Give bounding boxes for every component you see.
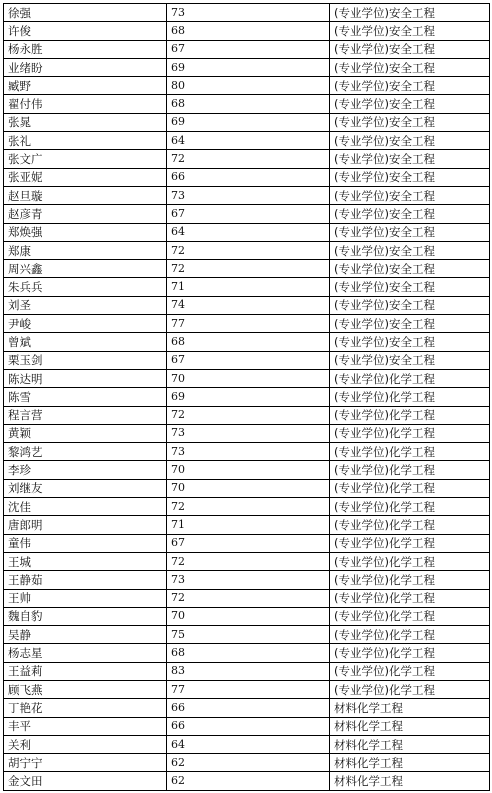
name-cell: 杨志星 xyxy=(4,644,167,662)
name-cell: 郑焕强 xyxy=(4,223,167,241)
table-row xyxy=(4,772,490,790)
major-cell: (专业学位)化学工程 xyxy=(330,424,490,442)
name-cell: 陈雪 xyxy=(4,388,167,406)
score-cell: 68 xyxy=(167,333,330,351)
score-cell: 69 xyxy=(167,113,330,131)
name-cell: 周兴鑫 xyxy=(4,260,167,278)
score-table-container xyxy=(3,3,489,791)
major-cell: (专业学位)安全工程 xyxy=(330,351,490,369)
major-cell: (专业学位)安全工程 xyxy=(330,150,490,168)
name-cell: 魏自豹 xyxy=(4,607,167,625)
name-cell: 翟付伟 xyxy=(4,95,167,113)
score-cell: 70 xyxy=(167,461,330,479)
score-cell: 72 xyxy=(167,589,330,607)
score-cell: 66 xyxy=(167,168,330,186)
major-cell: (专业学位)安全工程 xyxy=(330,168,490,186)
score-cell: 72 xyxy=(167,241,330,259)
major-cell: (专业学位)化学工程 xyxy=(330,626,490,644)
table-row xyxy=(4,552,490,570)
score-cell: 72 xyxy=(167,260,330,278)
major-cell: (专业学位)化学工程 xyxy=(330,388,490,406)
score-cell: 69 xyxy=(167,388,330,406)
name-cell: 尹峻 xyxy=(4,315,167,333)
major-cell: (专业学位)安全工程 xyxy=(330,22,490,40)
major-cell: (专业学位)安全工程 xyxy=(330,186,490,204)
major-cell: 材料化学工程 xyxy=(330,717,490,735)
name-cell: 丰平 xyxy=(4,717,167,735)
table-row xyxy=(4,205,490,223)
name-cell: 丁艳花 xyxy=(4,699,167,717)
name-cell: 程言营 xyxy=(4,406,167,424)
major-cell: (专业学位)安全工程 xyxy=(330,132,490,150)
score-cell: 67 xyxy=(167,205,330,223)
name-cell: 张晁 xyxy=(4,113,167,131)
score-cell: 77 xyxy=(167,680,330,698)
major-cell: (专业学位)安全工程 xyxy=(330,40,490,58)
table-row xyxy=(4,443,490,461)
table-row xyxy=(4,278,490,296)
name-cell: 刘圣 xyxy=(4,296,167,314)
major-cell: (专业学位)安全工程 xyxy=(330,205,490,223)
table-row xyxy=(4,132,490,150)
major-cell: (专业学位)安全工程 xyxy=(330,260,490,278)
name-cell: 臧野 xyxy=(4,77,167,95)
score-cell: 62 xyxy=(167,754,330,772)
name-cell: 沈佳 xyxy=(4,498,167,516)
table-row xyxy=(4,424,490,442)
name-cell: 黎鸿艺 xyxy=(4,443,167,461)
major-cell: 材料化学工程 xyxy=(330,735,490,753)
table-row xyxy=(4,296,490,314)
name-cell: 张文广 xyxy=(4,150,167,168)
name-cell: 王城 xyxy=(4,552,167,570)
name-cell: 王静茹 xyxy=(4,571,167,589)
major-cell: (专业学位)安全工程 xyxy=(330,113,490,131)
major-cell: 材料化学工程 xyxy=(330,699,490,717)
table-row xyxy=(4,607,490,625)
major-cell: (专业学位)化学工程 xyxy=(330,589,490,607)
score-cell: 62 xyxy=(167,772,330,790)
score-cell: 64 xyxy=(167,735,330,753)
score-cell: 70 xyxy=(167,607,330,625)
name-cell: 朱兵兵 xyxy=(4,278,167,296)
table-row xyxy=(4,150,490,168)
table-row xyxy=(4,461,490,479)
score-cell: 70 xyxy=(167,479,330,497)
table-row xyxy=(4,95,490,113)
score-cell: 68 xyxy=(167,644,330,662)
name-cell: 关利 xyxy=(4,735,167,753)
major-cell: (专业学位)化学工程 xyxy=(330,479,490,497)
major-cell: (专业学位)化学工程 xyxy=(330,680,490,698)
name-cell: 张亚妮 xyxy=(4,168,167,186)
table-row xyxy=(4,186,490,204)
score-cell: 83 xyxy=(167,662,330,680)
major-cell: (专业学位)安全工程 xyxy=(330,77,490,95)
major-cell: 材料化学工程 xyxy=(330,772,490,790)
major-cell: (专业学位)安全工程 xyxy=(330,4,490,22)
name-cell: 郑康 xyxy=(4,241,167,259)
score-table-body xyxy=(4,4,490,791)
table-row xyxy=(4,680,490,698)
major-cell: (专业学位)安全工程 xyxy=(330,241,490,259)
major-cell: (专业学位)安全工程 xyxy=(330,296,490,314)
name-cell: 金文田 xyxy=(4,772,167,790)
score-cell: 70 xyxy=(167,369,330,387)
table-row xyxy=(4,589,490,607)
table-row xyxy=(4,315,490,333)
name-cell: 许俊 xyxy=(4,22,167,40)
name-cell: 赵彦青 xyxy=(4,205,167,223)
major-cell: (专业学位)化学工程 xyxy=(330,607,490,625)
table-row xyxy=(4,77,490,95)
major-cell: (专业学位)安全工程 xyxy=(330,223,490,241)
name-cell: 吴静 xyxy=(4,626,167,644)
name-cell: 唐郎明 xyxy=(4,516,167,534)
major-cell: (专业学位)化学工程 xyxy=(330,571,490,589)
table-row xyxy=(4,388,490,406)
name-cell: 赵旦璇 xyxy=(4,186,167,204)
table-row xyxy=(4,241,490,259)
table-row xyxy=(4,479,490,497)
table-row xyxy=(4,644,490,662)
score-cell: 66 xyxy=(167,717,330,735)
name-cell: 杨永胜 xyxy=(4,40,167,58)
score-table xyxy=(3,3,490,791)
major-cell: (专业学位)化学工程 xyxy=(330,498,490,516)
major-cell: (专业学位)化学工程 xyxy=(330,516,490,534)
name-cell: 王益莉 xyxy=(4,662,167,680)
table-row xyxy=(4,22,490,40)
name-cell: 顾飞燕 xyxy=(4,680,167,698)
score-cell: 67 xyxy=(167,534,330,552)
table-row xyxy=(4,571,490,589)
major-cell: (专业学位)安全工程 xyxy=(330,333,490,351)
score-cell: 73 xyxy=(167,571,330,589)
name-cell: 童伟 xyxy=(4,534,167,552)
score-cell: 67 xyxy=(167,40,330,58)
table-row xyxy=(4,626,490,644)
table-row xyxy=(4,113,490,131)
name-cell: 刘继友 xyxy=(4,479,167,497)
score-cell: 68 xyxy=(167,95,330,113)
major-cell: (专业学位)安全工程 xyxy=(330,278,490,296)
table-row xyxy=(4,754,490,772)
score-cell: 66 xyxy=(167,699,330,717)
table-row xyxy=(4,735,490,753)
table-row xyxy=(4,369,490,387)
table-row xyxy=(4,662,490,680)
table-row xyxy=(4,498,490,516)
major-cell: (专业学位)化学工程 xyxy=(330,552,490,570)
major-cell: (专业学位)安全工程 xyxy=(330,58,490,76)
major-cell: (专业学位)化学工程 xyxy=(330,443,490,461)
table-row xyxy=(4,168,490,186)
score-cell: 75 xyxy=(167,626,330,644)
score-cell: 71 xyxy=(167,516,330,534)
score-cell: 72 xyxy=(167,406,330,424)
major-cell: (专业学位)化学工程 xyxy=(330,534,490,552)
table-row xyxy=(4,351,490,369)
name-cell: 李珍 xyxy=(4,461,167,479)
score-cell: 67 xyxy=(167,351,330,369)
score-cell: 77 xyxy=(167,315,330,333)
score-cell: 68 xyxy=(167,22,330,40)
score-cell: 73 xyxy=(167,443,330,461)
name-cell: 栗玉剑 xyxy=(4,351,167,369)
major-cell: (专业学位)化学工程 xyxy=(330,369,490,387)
table-row xyxy=(4,58,490,76)
score-cell: 73 xyxy=(167,424,330,442)
score-cell: 74 xyxy=(167,296,330,314)
table-row xyxy=(4,40,490,58)
major-cell: 材料化学工程 xyxy=(330,754,490,772)
score-cell: 80 xyxy=(167,77,330,95)
name-cell: 徐强 xyxy=(4,4,167,22)
major-cell: (专业学位)安全工程 xyxy=(330,95,490,113)
table-row xyxy=(4,333,490,351)
major-cell: (专业学位)化学工程 xyxy=(330,662,490,680)
major-cell: (专业学位)化学工程 xyxy=(330,461,490,479)
name-cell: 曾斌 xyxy=(4,333,167,351)
name-cell: 陈达明 xyxy=(4,369,167,387)
name-cell: 业绪盼 xyxy=(4,58,167,76)
table-row xyxy=(4,534,490,552)
score-cell: 72 xyxy=(167,150,330,168)
table-row xyxy=(4,699,490,717)
score-cell: 64 xyxy=(167,132,330,150)
score-cell: 69 xyxy=(167,58,330,76)
major-cell: (专业学位)化学工程 xyxy=(330,644,490,662)
score-cell: 72 xyxy=(167,498,330,516)
major-cell: (专业学位)安全工程 xyxy=(330,315,490,333)
name-cell: 胡宁宁 xyxy=(4,754,167,772)
table-row xyxy=(4,406,490,424)
name-cell: 王帅 xyxy=(4,589,167,607)
score-cell: 73 xyxy=(167,4,330,22)
table-row xyxy=(4,223,490,241)
table-row xyxy=(4,4,490,22)
name-cell: 黄颖 xyxy=(4,424,167,442)
score-cell: 72 xyxy=(167,552,330,570)
table-row xyxy=(4,717,490,735)
score-cell: 64 xyxy=(167,223,330,241)
table-row xyxy=(4,260,490,278)
name-cell: 张礼 xyxy=(4,132,167,150)
table-row xyxy=(4,516,490,534)
score-cell: 71 xyxy=(167,278,330,296)
major-cell: (专业学位)化学工程 xyxy=(330,406,490,424)
score-cell: 73 xyxy=(167,186,330,204)
